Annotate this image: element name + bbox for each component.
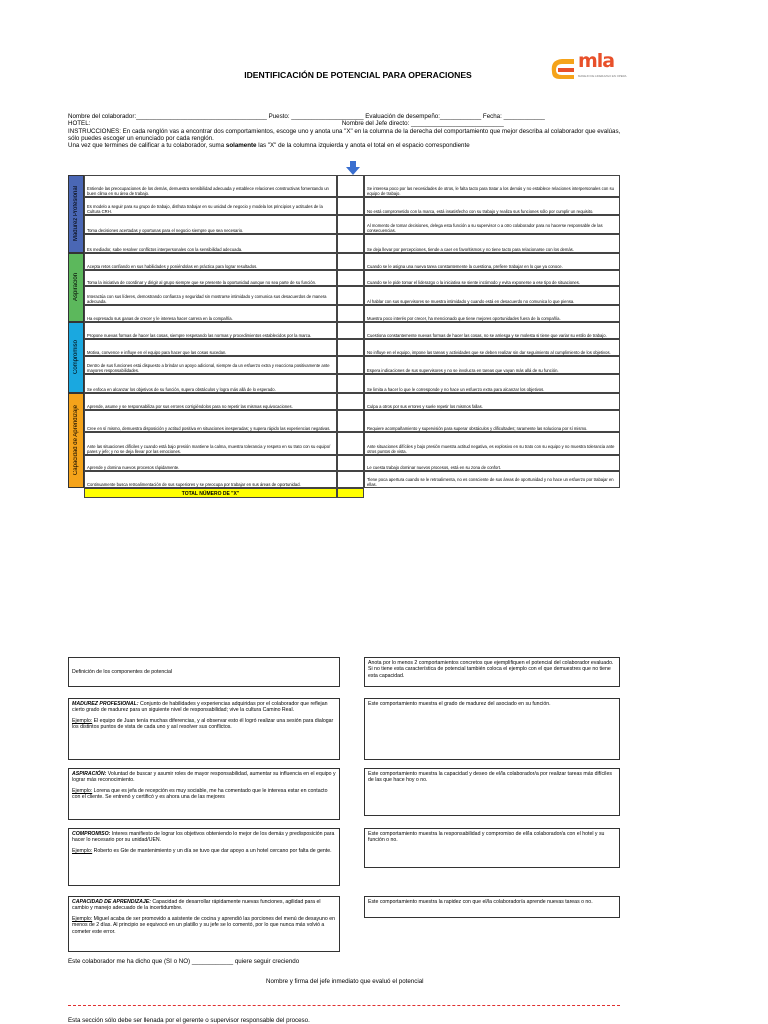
- page-title: IDENTIFICACIÓN DE POTENCIAL PARA OPERACIONES: [244, 70, 472, 80]
- left-behavior: Continuamente busca retroalimentación de sus superiores y se preocupa por trabajar en sus áreas de oportunidad.: [84, 471, 337, 488]
- left-mark-box[interactable]: [337, 410, 364, 432]
- boss-label: Nombre del Jefe directo: ___________________________: [341, 120, 504, 128]
- right-behavior: Cuando se le pide tomar el liderazgo o la iniciativa se siente incómodo y evita exponerse a ese tipo de situaciones.: [364, 270, 620, 286]
- right-behavior: Se interesa poco por las necesidades de otros, le falta tacto para tratar a los demás y no establece relaciones interpersonales con su equipo de trabajo.: [364, 175, 620, 197]
- definition-text: CAPACIDAD DE APRENDIZAJE: Capacidad de desarrollar rápidamente nuevas funciones, agilidad para el cambio y manejo adecuado de la incertidumbre.: [72, 899, 321, 912]
- left-mark-box[interactable]: [337, 270, 364, 286]
- example-answer-box[interactable]: Este comportamiento muestra la rapidez con que el/la colaborador/a aprende nuevas tareas o no.: [364, 896, 620, 918]
- company-logo: [548, 50, 627, 86]
- left-mark-box[interactable]: [337, 253, 364, 270]
- left-mark-box[interactable]: [337, 356, 364, 374]
- right-behavior: Tiene poca apertura cuando se le retroalimenta, no es consciente de sus áreas de oportunidad y no hace un esfuerzo por trabajar en ellas.: [364, 471, 620, 488]
- example-text: Ejemplo: Roberto es Gte de mantenimiento y un día se tuvo que dar apoyo a un hotel cercano por falta de gente.: [72, 847, 332, 854]
- section-label-madurez-profesional: Madurez Profesional: [68, 175, 84, 253]
- right-behavior: Ante situaciones difíciles y bajo presión muestra actitud negativa, es explosivo en su trato con su equipo y no muestra tolerancia ante otros puntos de vista.: [364, 432, 620, 455]
- right-behavior: Muestra poco interés por crecer, ha mencionado que tiene mejores oportunidades fuera de la compañía.: [364, 305, 620, 322]
- left-mark-box[interactable]: [337, 215, 364, 234]
- left-mark-box[interactable]: [337, 374, 364, 393]
- definition-block: [68, 768, 340, 820]
- total-label: TOTAL NÚMERO DE "X": [84, 488, 337, 498]
- instructions-line-2: Una vez que termines de calificar a tu colaborador, suma solamente las "X" de la columna izquierda y anota el total en el espacio correspondiente: [68, 142, 470, 150]
- logo-subtitle: MANEJO DE LIDERAZGO EN OPERA: [578, 74, 627, 78]
- right-behavior: Al hablar con sus supervisores se muestra intimidado y cuando está en desacuerdo no comunica lo que piensa.: [364, 286, 620, 305]
- signature-label: Nombre y firma del jefe inmediato que evaluó el potencial: [266, 978, 424, 985]
- example-answer-box[interactable]: Este comportamiento muestra el grado de madurez del asociado en su función.: [364, 698, 620, 760]
- left-mark-box[interactable]: [337, 197, 364, 215]
- left-behavior: Entiende las preocupaciones de los demás, demuestra sensibilidad adecuada y establece relaciones constructivas fomentando un buen clima en su área de trabajo.: [84, 175, 337, 197]
- left-behavior: Acepta retos confiando en sus habilidades y poniéndolas en práctica para lograr resultados.: [84, 253, 337, 270]
- right-behavior: Cuando se le asigna una nueva tarea constantemente la cuestiona, prefiere trabajar en lo que ya conoce.: [364, 253, 620, 270]
- left-behavior: Ante las situaciones difíciles y cuando está bajo presión mantiene la calma, muestra tolerancia y respeto en su trato con su equipo/ pares y jefe; y no se deja llevar por las emociones.: [84, 432, 337, 455]
- definition-block: [68, 828, 340, 886]
- left-behavior: Motiva, convence e influye en el equipo para hacer que las cosas sucedan.: [84, 339, 337, 356]
- left-behavior: Se enfoca en alcanzar los objetivos de su función, supera obstáculos y logra más allá de lo esperado.: [84, 374, 337, 393]
- right-behavior: Requiere acompañamiento y supervisión para superar obstáculos y dificultades; raramente las soluciona por sí mismo.: [364, 410, 620, 432]
- left-behavior: Toma la iniciativa de coordinar y dirigir al grupo siempre que se presente la oportunidad aunque no sea parte de su función.: [84, 270, 337, 286]
- right-behavior: Se deja llevar por percepciones, tiende a caer en favoritismos y no tiene tacto para relacionarse con los demás.: [364, 234, 620, 253]
- section-label-capacidad-aprendizaje: Capacidad de Aprendizaje: [68, 393, 84, 488]
- left-mark-box[interactable]: [337, 286, 364, 305]
- example-text: Ejemplo: Miguel acaba de ser promovido a asistente de cocina y aprendió las porciones del menú de desayuno en menos de 2 días. Al principio se equivocó en un platillo y su jefe se lo comentó, por lo que nunca más volvió a cometer este error.: [72, 915, 335, 935]
- definition-block: [68, 896, 340, 952]
- left-mark-box[interactable]: [337, 234, 364, 253]
- grow-question[interactable]: Este colaborador me ha dicho que (SI o NO) ____________ quiere seguir creciendo: [68, 958, 300, 965]
- right-behavior: No está comprometido con la marca, está insatisfecho con su trabajo y realiza sus funciones sólo por cumplir un requisito.: [364, 197, 620, 215]
- right-behavior: No influye en el equipo, impone las tareas y actividades que se deben realizar sin dar seguimiento al cumplimiento de los objetivos.: [364, 339, 620, 356]
- left-mark-box[interactable]: [337, 175, 364, 197]
- right-behavior: Culpa a otros por sus errores y suele repetir los mismos fallas.: [364, 393, 620, 410]
- example-answer-box[interactable]: Este comportamiento muestra la responsabilidad y compromiso de el/la colaborador/a con el hotel y su función o no.: [364, 828, 620, 868]
- left-behavior: Es mediador, sabe resolver conflictos interpersonales con la sensibilidad adecuada.: [84, 234, 337, 253]
- left-mark-box[interactable]: [337, 432, 364, 455]
- left-mark-box[interactable]: [337, 393, 364, 410]
- left-behavior: Ha expresado sus ganas de crecer y le interesa hacer carrera en la compañía.: [84, 305, 337, 322]
- definitions-header: Definición de los componentes de potencial: [68, 657, 340, 687]
- section-label-compromiso: Compromiso: [68, 322, 84, 393]
- right-behavior: Le cuesta trabajo dominar nuevos procesos, está en su zona de confort.: [364, 455, 620, 471]
- section-label-aspiracion: Aspiración: [68, 253, 84, 322]
- left-mark-box[interactable]: [337, 339, 364, 356]
- left-behavior: Aprende, asume y se responsabiliza por sus errores corrigiéndolos para no repetir las mismas equivocaciones.: [84, 393, 337, 410]
- left-behavior: Es modelo a seguir para su grupo de trabajo, disfruta trabajar en su unidad de negocio y modela los principios y actitudes de la Cultura CRH.: [84, 197, 337, 215]
- collaborator-fields-row[interactable]: Nombre del colaborador:______________________________________ Puesto: _____________________ Evaluación de desempeño:____________ Fecha: ____________: [68, 113, 545, 120]
- left-mark-box[interactable]: [337, 305, 364, 322]
- definition-text: ASPIRACIÓN: Voluntad de buscar y asumir roles de mayor responsabilidad, aumentar su influencia en el equipo y lograr más reconocimiento.: [72, 771, 336, 784]
- instructions-line-1: INSTRUCCIONES: En cada renglón vas a encontrar dos comportamientos, escoge uno y anota una "X" en la columna de la derecha del comportamiento que mejor describa al colaborador que evalúas, sólo puedes escoger un enunciado por cada renglón.: [68, 128, 621, 143]
- left-behavior: Dentro de sus funciones está dispuesto a brindar un apoyo adicional, siempre da un esfuerzo extra y reacciona positivamente ante mayores responsabilidades.: [84, 356, 337, 374]
- left-behavior: Toma decisiones acertadas y oportunas para el negocio siempre que sea necesario.: [84, 215, 337, 234]
- hotel-fields-row[interactable]: [68, 120, 628, 127]
- logo-mark-icon: [548, 54, 578, 80]
- instructions: [68, 128, 628, 150]
- left-behavior: Cree en sí mismo, demuestra disposición y actitud positiva en situaciones inesperadas; y supera rápido las experiencias negativas.: [84, 410, 337, 432]
- example-text: Ejemplo: Lorena que es jefa de recepción es muy sociable, me ha comentado que le interesa estar en contacto con el cliente. Se entrenó y certificó y es ahora una de las mejores: [72, 787, 328, 801]
- examples-intro: Anota por lo menos 2 comportamientos concretos que ejemplifiquen el potencial del colaborador evaluado. Si no tiene esta característica de potencial también coloca el ejemplo con el que demuestres que no tiene esta capacidad.: [364, 657, 620, 687]
- right-behavior: Al momento de tomar decisiones, delega esta función a su supervisor o a otro colaborador para no hacerse responsable de las consecuencias.: [364, 215, 620, 234]
- definition-text: MADUREZ PROFESIONAL: Conjunto de habilidades y experiencias adquiridas por el colaborador que reflejan cierto grado de madurez para un siguiente nivel de responsabilidad; vive la cultura Camino Real.: [72, 701, 328, 714]
- left-mark-box[interactable]: [337, 455, 364, 471]
- left-mark-box[interactable]: [337, 471, 364, 488]
- example-answer-box[interactable]: Este comportamiento muestra la capacidad y deseo de el/la colaborador/a por realizar tareas más difíciles de las que hace hoy o no.: [364, 768, 620, 816]
- example-text: Ejemplo: El equipo de Juan tenía muchas diferencias, y al observar esto él logró realizar una sesión para dialogar los distintos puntos de vista de cada uno y así resolver sus conflictos.: [72, 717, 334, 731]
- footer-note: Esta sección sólo debe ser llenada por el gerente o supervisor responsable del proceso.: [68, 1017, 310, 1024]
- left-behavior: Aprende y domina nuevos procesos rápidamente.: [84, 455, 337, 471]
- hotel-label: HOTEL:: [68, 120, 91, 128]
- arrow-down-icon: [346, 161, 360, 175]
- header-fields: [68, 113, 628, 128]
- right-behavior: Espera indicaciones de sus supervisores y no se involucra en tareas que vayan más allá de su función.: [364, 356, 620, 374]
- cut-line: [68, 1005, 620, 1006]
- left-behavior: Interactúa con sus líderes, demostrando confianza y seguridad sin mostrarse intimidado y comunica sus desacuerdos de manera adecuada.: [84, 286, 337, 305]
- right-behavior: Se limita a hacer lo que le corresponde y no hace un esfuerzo extra para alcanzar los objetivos.: [364, 374, 620, 393]
- left-behavior: Propone nuevas formas de hacer las cosas, siempre respetando las normas y procedimientos establecidos por la marca.: [84, 322, 337, 339]
- total-input[interactable]: [337, 488, 364, 498]
- definition-block: [68, 698, 340, 760]
- logo-text: mla: [578, 50, 615, 72]
- left-mark-box[interactable]: [337, 322, 364, 339]
- definition-text: COMPROMISO: Interes manifiesto de lograr los objetivos obteniendo lo mejor de los demás y predisposición para hacer lo necesario por su unidad/UEN.: [72, 831, 335, 844]
- right-behavior: Cuestiona constantemente nuevas formas de hacer las cosas, no se arriesga y se molesta si tiene que variar su estilo de trabajo.: [364, 322, 620, 339]
